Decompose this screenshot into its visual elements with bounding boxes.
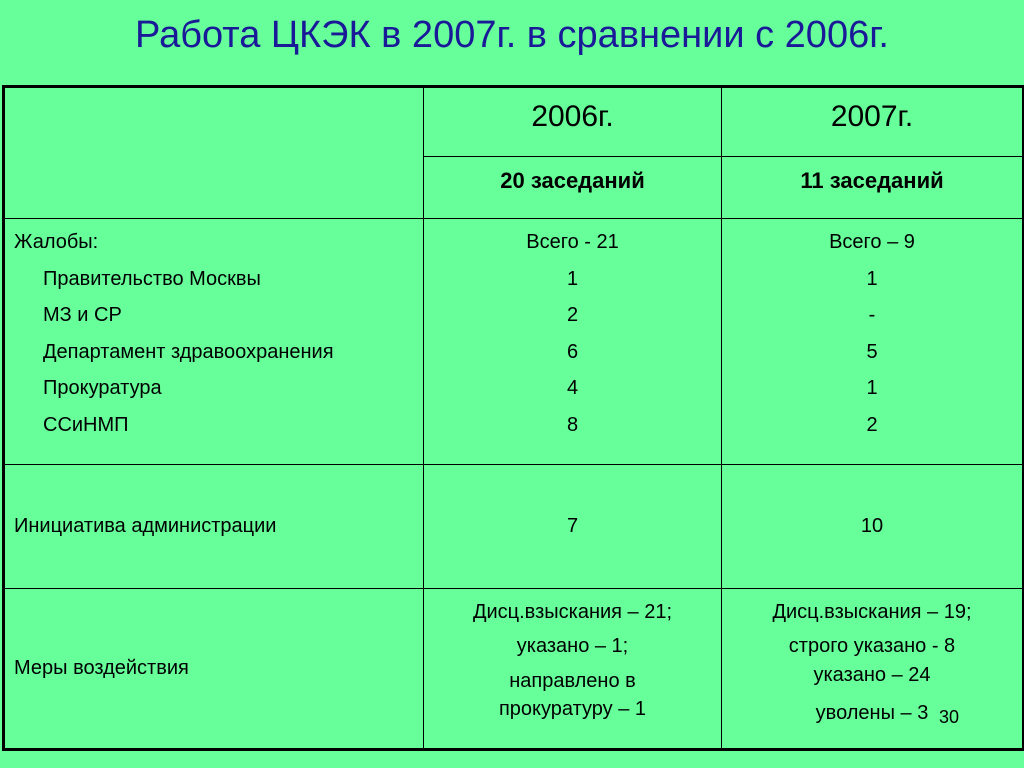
complaint-value-2007: 2 [866, 413, 878, 436]
measures-2007-cell [722, 589, 1024, 750]
initiative-label: Инициатива администрации [4, 465, 424, 589]
complaint-source: МЗ и СР [43, 304, 122, 326]
measure-2007: уволены – 3 [815, 702, 929, 724]
measures-2006-cell [424, 589, 722, 750]
complaint-source: Прокуратура [43, 377, 162, 399]
measures-label: Меры воздействия [4, 589, 424, 750]
header-year-2006: 2006г. [424, 87, 722, 157]
comparison-table [2, 85, 1024, 751]
measure-2006: прокуратуру – 1 [498, 698, 647, 720]
complaints-total-2006: Всего - 21 [526, 231, 619, 253]
complaint-value-2007: - [868, 304, 876, 326]
measure-2006: Дисц.взыскания – 21; [472, 601, 673, 623]
initiative-value-2007: 10 [722, 465, 1024, 589]
complaint-value-2007: 5 [866, 340, 878, 363]
measure-2007: строго указано - 8 [788, 635, 956, 657]
initiative-value-2006: 7 [424, 465, 722, 589]
complaint-value-2006: 8 [566, 413, 579, 436]
complaint-value-2006: 4 [566, 377, 579, 399]
header-year-2007: 2007г. [722, 87, 1024, 157]
complaint-value-2006: 1 [566, 267, 579, 290]
complaints-total-2007: Всего – 9 [829, 231, 915, 253]
complaint-source: Департамент здравоохранения [43, 340, 334, 363]
complaints-label-cell [4, 219, 424, 465]
complaint-value-2006: 6 [566, 340, 579, 363]
header-meetings-2006: 20 заседаний [424, 157, 722, 219]
complaint-value-2006: 2 [566, 304, 579, 326]
slide-title: Работа ЦКЭК в 2007г. в сравнении с 2006г. [134, 14, 889, 56]
complaint-source: Правительство Москвы [43, 267, 261, 290]
measure-2006: направлено в [509, 670, 636, 692]
measure-2006: указано – 1; [516, 635, 629, 657]
measure-2007: указано – 24 [813, 664, 931, 686]
header-meetings-2007: 11 заседаний [722, 157, 1024, 219]
measure-2007: Дисц.взыскания – 19; [772, 601, 972, 623]
complaint-value-2007: 1 [866, 267, 878, 290]
complaints-label: Жалобы: [14, 231, 99, 253]
slide-page-number: 30 [939, 707, 960, 727]
complaint-source: ССиНМП [43, 413, 129, 436]
complaints-2006-cell [424, 219, 722, 465]
complaints-2007-cell [722, 219, 1024, 465]
complaint-value-2007: 1 [866, 377, 878, 399]
header-empty-cell [4, 87, 424, 219]
